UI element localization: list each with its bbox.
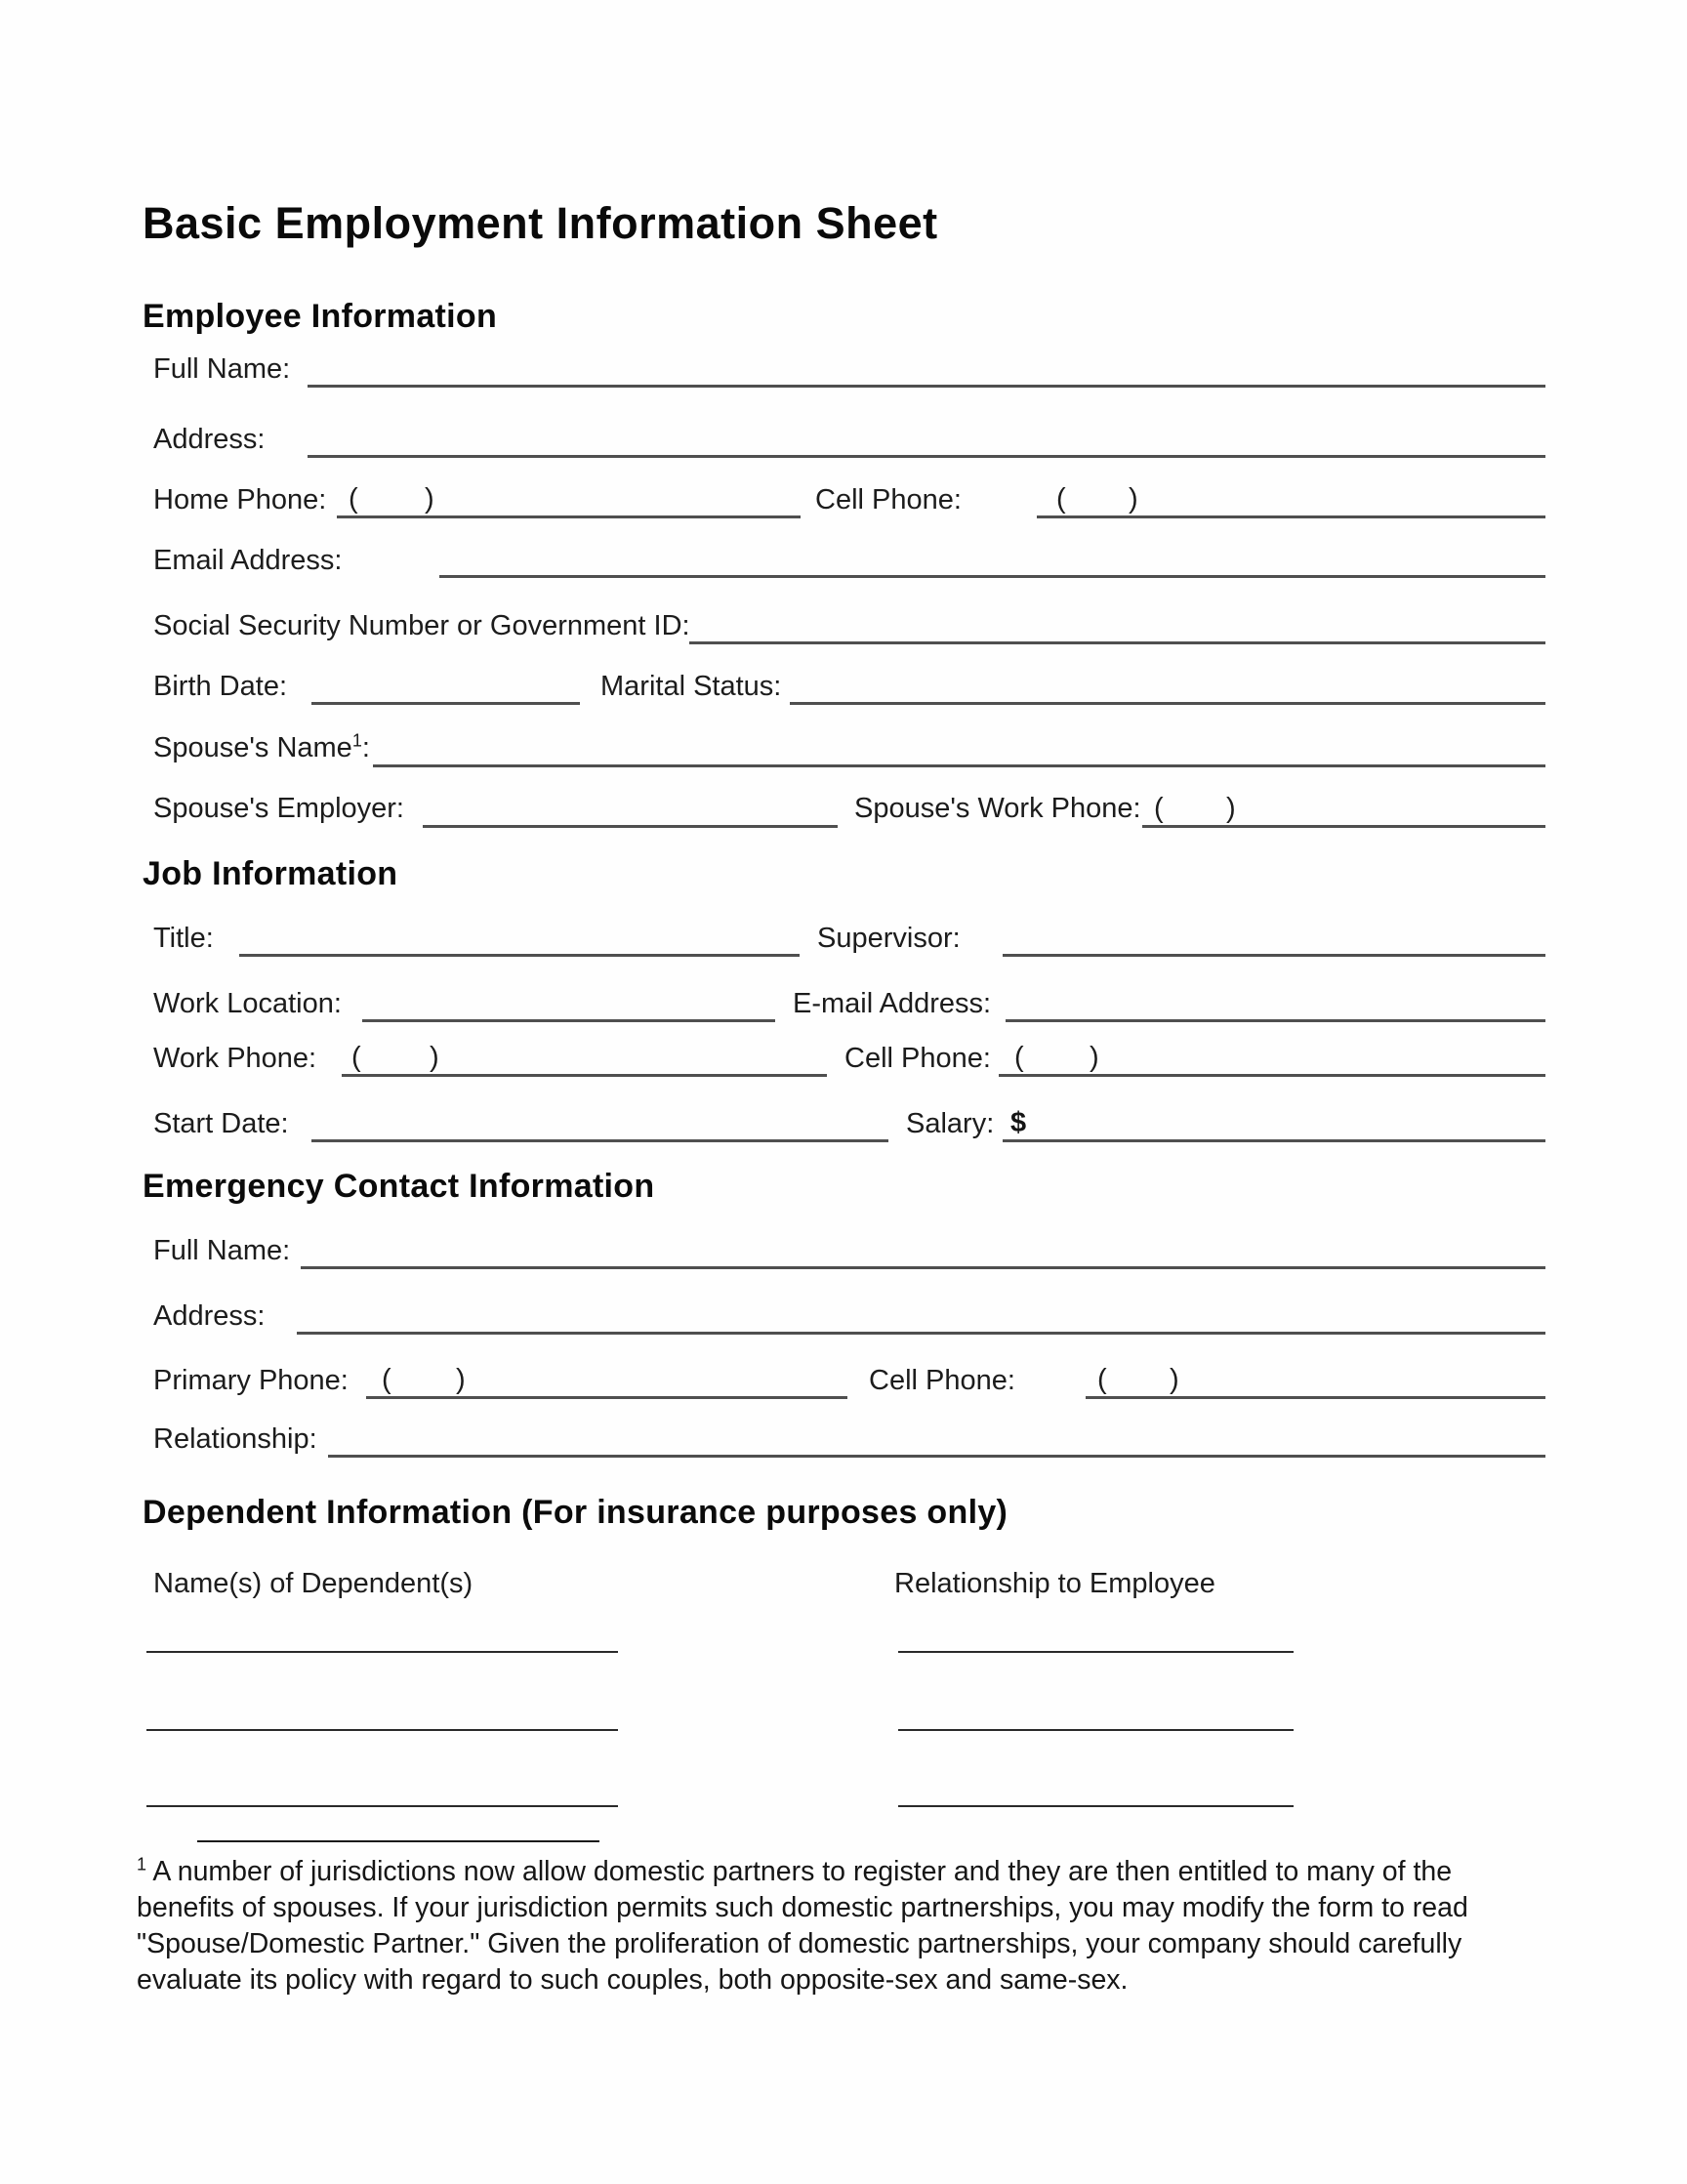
- emergency-full-name-line[interactable]: [301, 1266, 1545, 1269]
- employee-email-line[interactable]: [439, 575, 1545, 578]
- footnote-marker-ref: 1: [351, 730, 362, 751]
- job-salary-line[interactable]: [1003, 1107, 1545, 1142]
- close-paren: ): [1226, 793, 1236, 824]
- employee-home-phone-line[interactable]: [337, 483, 801, 518]
- open-paren: (: [1014, 1042, 1024, 1073]
- footnote-marker: 1: [137, 1854, 147, 1875]
- open-paren: (: [1097, 1364, 1107, 1395]
- job-work-location-label: Work Location:: [153, 988, 342, 1019]
- section-heading-emergency: Emergency Contact Information: [143, 1168, 655, 1205]
- employee-ssn-line[interactable]: [689, 641, 1545, 644]
- job-supervisor-line[interactable]: [1003, 954, 1545, 957]
- open-paren: (: [349, 483, 358, 515]
- employee-spouse-name-label: [153, 732, 370, 764]
- footnote-text-1: A number of jurisdictions now allow domestic partners to register and they are then entitled to many of the: [152, 1856, 1453, 1887]
- footnote-line-1: [137, 1854, 1494, 1890]
- employee-spouse-name-line[interactable]: [373, 764, 1545, 767]
- section-heading-job: Job Information: [143, 855, 398, 892]
- job-supervisor-label: Supervisor:: [817, 923, 961, 954]
- job-work-location-line[interactable]: [362, 1019, 775, 1022]
- employee-birth-date-line[interactable]: [311, 702, 580, 705]
- job-email-label: E-mail Address:: [793, 988, 992, 1019]
- employee-address-line[interactable]: [308, 455, 1545, 458]
- employee-marital-status-line[interactable]: [790, 702, 1545, 705]
- employee-home-phone-label: Home Phone:: [153, 484, 327, 515]
- employee-cell-phone-line[interactable]: [1037, 483, 1545, 518]
- open-paren: (: [1056, 483, 1066, 515]
- footnote-line-2: benefits of spouses. If your jurisdiction permits such domestic partnerships, you may modify the form to read: [137, 1892, 1468, 1923]
- dollar-sign: $: [1010, 1107, 1027, 1138]
- close-paren: ): [1170, 1364, 1179, 1395]
- dependent-name-line-2[interactable]: [146, 1729, 618, 1731]
- emergency-relationship-line[interactable]: [328, 1455, 1545, 1458]
- close-paren: ): [1090, 1042, 1099, 1073]
- employee-full-name-line[interactable]: [308, 385, 1545, 388]
- job-work-phone-label: Work Phone:: [153, 1043, 317, 1074]
- employee-full-name-label: Full Name:: [153, 353, 291, 385]
- dependent-relationship-line-3[interactable]: [898, 1805, 1294, 1807]
- page-title: Basic Employment Information Sheet: [143, 198, 938, 248]
- footnote: [137, 1854, 1494, 1999]
- dependent-relationship-line-1[interactable]: [898, 1651, 1294, 1653]
- footnote-line-3: "Spouse/Domestic Partner." Given the proliferation of domestic partnerships, your company should carefully: [137, 1928, 1462, 1959]
- open-paren: (: [382, 1364, 391, 1395]
- footnote-separator: [197, 1840, 599, 1842]
- close-paren: ): [430, 1042, 439, 1073]
- job-cell-phone-line[interactable]: [999, 1042, 1545, 1077]
- dependent-name-column-header: Name(s) of Dependent(s): [153, 1568, 473, 1599]
- dependent-relationship-column-header: Relationship to Employee: [894, 1568, 1215, 1599]
- open-paren: (: [351, 1042, 361, 1073]
- emergency-address-line[interactable]: [297, 1332, 1545, 1335]
- job-start-date-label: Start Date:: [153, 1108, 289, 1139]
- emergency-primary-phone-label: Primary Phone:: [153, 1365, 349, 1396]
- employee-birth-date-label: Birth Date:: [153, 671, 287, 702]
- employee-spouse-employer-label: Spouse's Employer:: [153, 793, 404, 824]
- job-title-label: Title:: [153, 923, 214, 954]
- dependent-name-line-3[interactable]: [146, 1805, 618, 1807]
- emergency-address-label: Address:: [153, 1300, 266, 1332]
- employee-spouse-employer-line[interactable]: [423, 825, 838, 828]
- job-cell-phone-label: Cell Phone:: [844, 1043, 991, 1074]
- employee-marital-status-label: Marital Status:: [600, 671, 782, 702]
- job-title-line[interactable]: [239, 954, 800, 957]
- section-heading-dependent: Dependent Information (For insurance purposes only): [143, 1494, 1008, 1531]
- job-start-date-line[interactable]: [311, 1139, 888, 1142]
- close-paren: ): [425, 483, 434, 515]
- employee-cell-phone-label: Cell Phone:: [815, 484, 962, 515]
- job-salary-label: Salary:: [906, 1108, 995, 1139]
- close-paren: ): [1129, 483, 1138, 515]
- section-heading-employee: Employee Information: [143, 298, 498, 335]
- emergency-full-name-label: Full Name:: [153, 1235, 291, 1266]
- employee-spouse-work-phone-label: Spouse's Work Phone:: [854, 793, 1141, 824]
- emergency-primary-phone-line[interactable]: [366, 1364, 847, 1399]
- dependent-name-line-1[interactable]: [146, 1651, 618, 1653]
- employee-address-label: Address:: [153, 424, 266, 455]
- spouse-name-colon: :: [361, 732, 370, 763]
- job-work-phone-line[interactable]: [342, 1042, 827, 1077]
- dependent-relationship-line-2[interactable]: [898, 1729, 1294, 1731]
- employee-email-label: Email Address:: [153, 545, 343, 576]
- employee-ssn-label: Social Security Number or Government ID:: [153, 610, 690, 641]
- employee-spouse-work-phone-line[interactable]: [1142, 793, 1545, 828]
- close-paren: ): [456, 1364, 466, 1395]
- emergency-relationship-label: Relationship:: [153, 1423, 317, 1455]
- emergency-cell-phone-line[interactable]: [1086, 1364, 1545, 1399]
- footnote-line-4: evaluate its policy with regard to such couples, both opposite-sex and same-sex.: [137, 1964, 1129, 1996]
- open-paren: (: [1154, 793, 1164, 824]
- emergency-cell-phone-label: Cell Phone:: [869, 1365, 1015, 1396]
- spouse-name-text: Spouse's Name: [153, 732, 352, 763]
- job-email-line[interactable]: [1006, 1019, 1545, 1022]
